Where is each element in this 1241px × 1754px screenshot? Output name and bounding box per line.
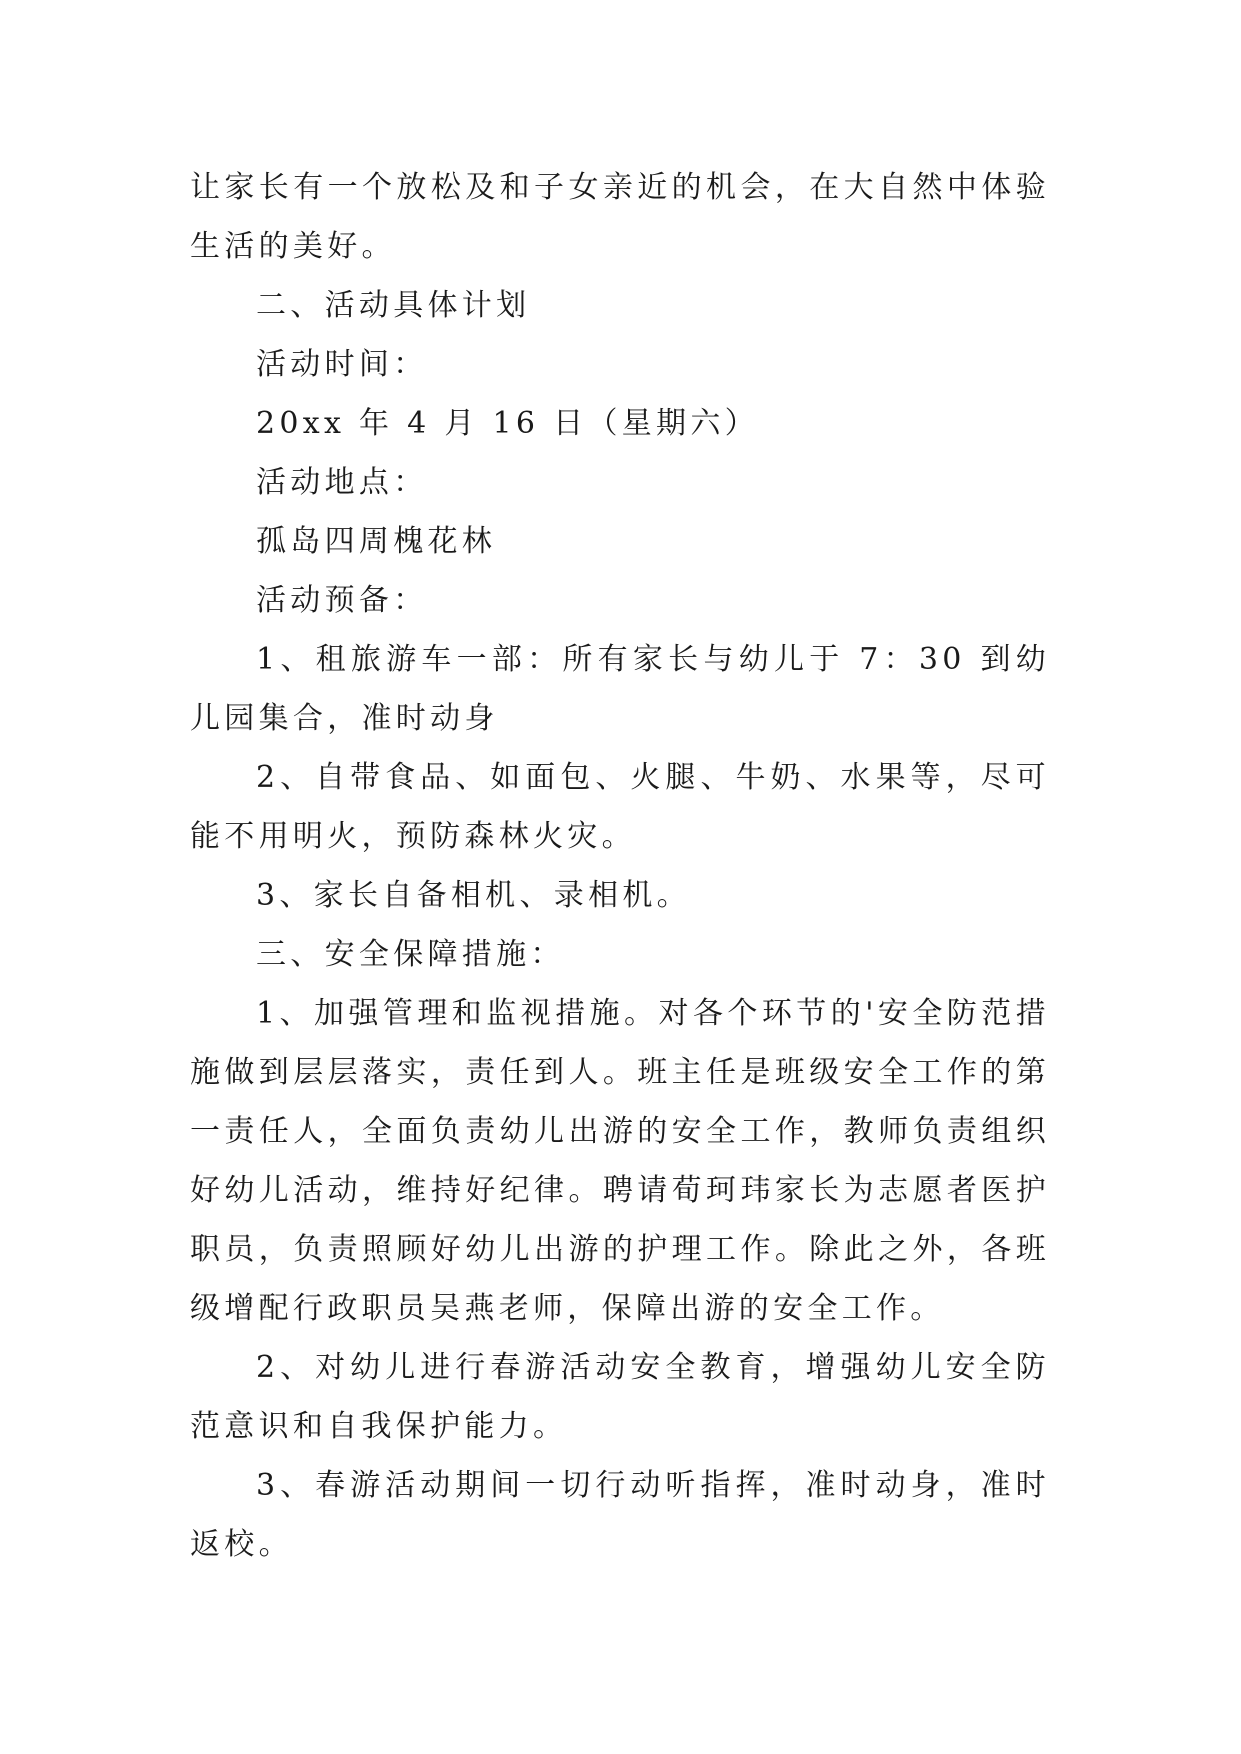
safety-item-3: 3、春游活动期间一切行动听指挥，准时动身，准时返校。	[190, 1468, 1050, 1562]
label-activity-preparation: 活动预备：	[256, 583, 428, 618]
label-activity-time: 活动时间：	[256, 347, 428, 382]
document-body	[190, 158, 1050, 1574]
preparation-item-2: 2、自带食品、如面包、火腿、牛奶、水果等，尽可能不用明火，预防森林火灾。	[190, 760, 1050, 854]
preparation-item-1: 1、租旅游车一部：所有家长与幼儿于 7：30 到幼儿园集合，准时动身	[190, 642, 1050, 736]
value-activity-location: 孤岛四周槐花林	[256, 524, 497, 559]
section-heading-safety-measures: 三、安全保障措施：	[256, 937, 565, 972]
label-activity-location: 活动地点：	[256, 465, 428, 500]
section-heading-activity-plan: 二、活动具体计划	[256, 288, 531, 323]
paragraph-intro-continuation: 让家长有一个放松及和子女亲近的机会，在大自然中体验生活的美好。	[190, 170, 1050, 264]
safety-item-2: 2、对幼儿进行春游活动安全教育，增强幼儿安全防范意识和自我保护能力。	[190, 1350, 1050, 1444]
preparation-item-3: 3、家长自备相机、录相机。	[256, 878, 691, 913]
safety-item-1: 1、加强管理和监视措施。对各个环节的'安全防范措施做到层层落实，责任到人。班主任是班级安全工作的第一责任人，全面负责幼儿出游的安全工作，教师负责组织好幼儿活动，维持好纪律。聘请荀珂玮家长为志愿者医护职员，负责照顾好幼儿出游的护理工作。除此之外，各班级增配行政职员吴燕老师，保障出游的安全工作。	[190, 996, 1050, 1326]
value-activity-date: 20xx 年 4 月 16 日（星期六）	[256, 406, 759, 441]
